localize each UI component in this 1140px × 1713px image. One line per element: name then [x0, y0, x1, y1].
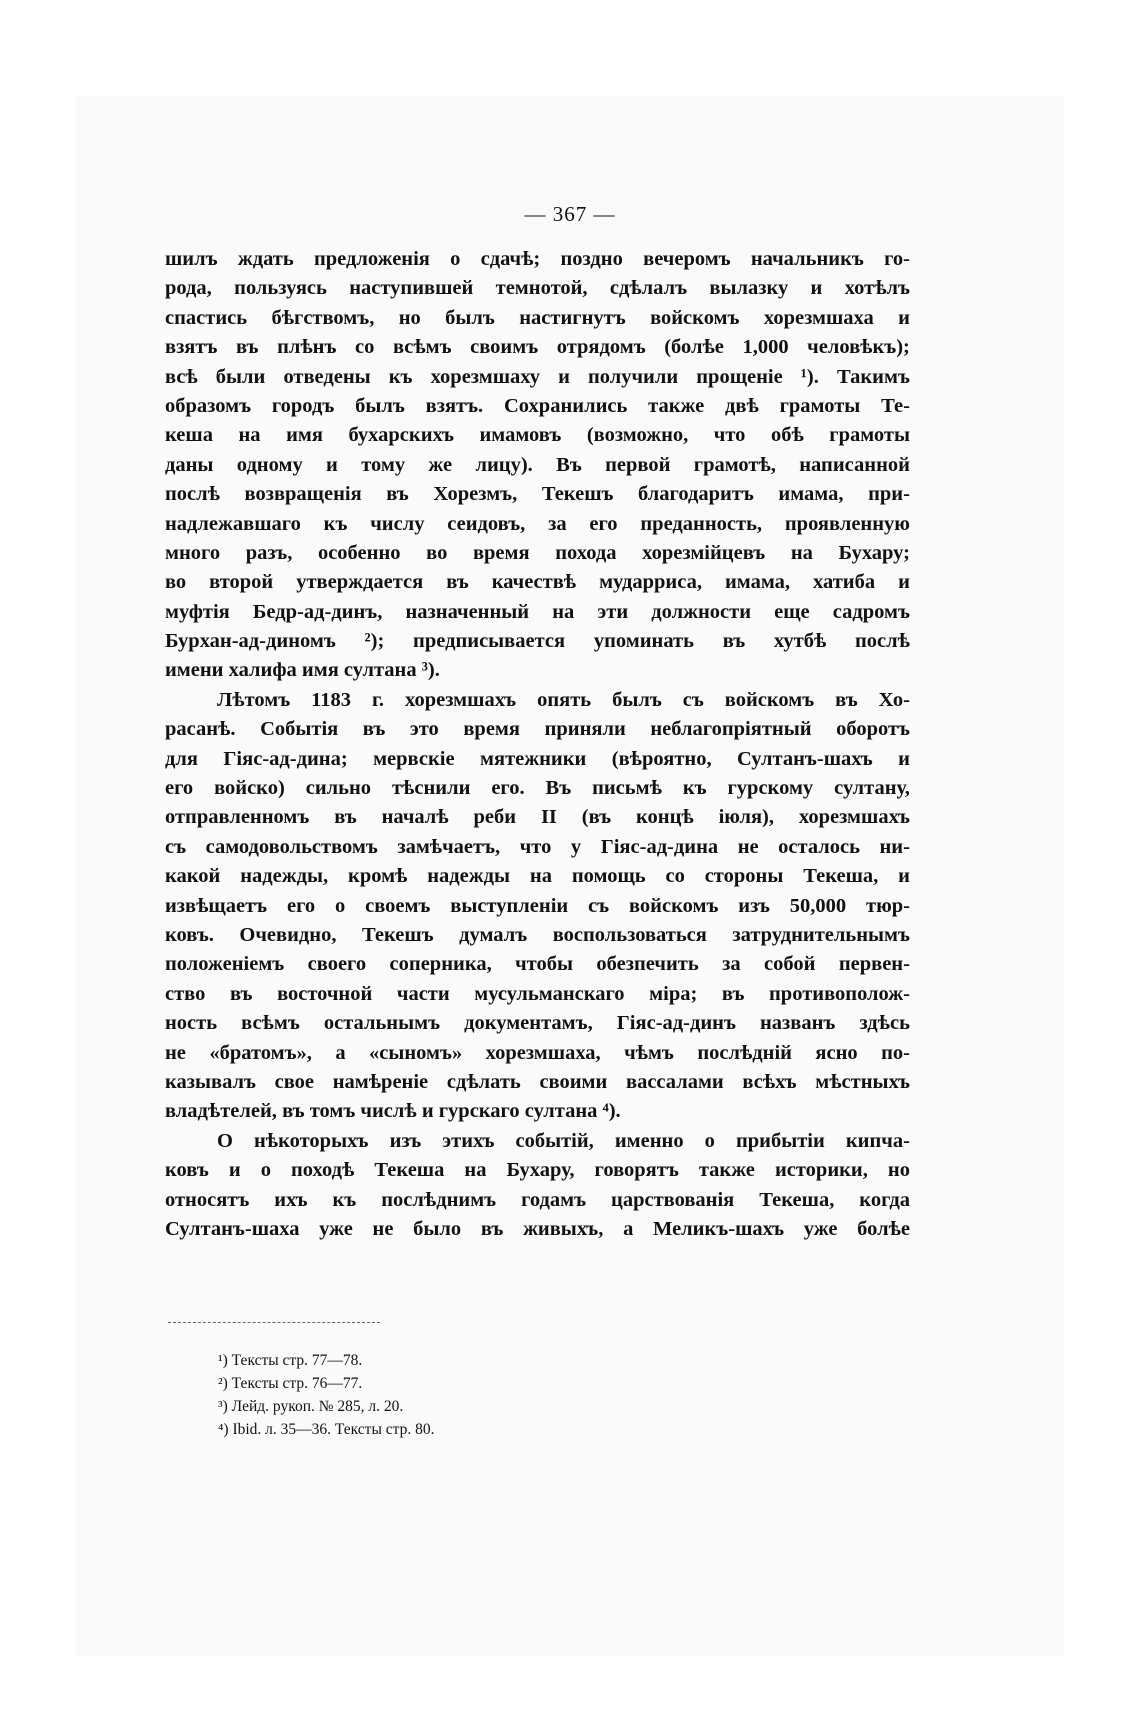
text-line: спастись бѣгствомъ, но былъ настигнутъ войскомъ хорезмшаха и	[165, 306, 910, 329]
text-line: муфтія Бедр-ад-динъ, назначенный на эти должности еще садромъ	[165, 600, 910, 623]
text-line: послѣ возвращенія въ Хорезмъ, Текешъ благодаритъ имама, при-	[165, 483, 910, 506]
text-line: Султанъ-шаха уже не было въ живыхъ, а Меликъ-шахъ уже болѣе	[165, 1217, 910, 1240]
text-line: казывалъ свое намѣреніе сдѣлать своими вассалами всѣхъ мѣстныхъ	[165, 1070, 910, 1093]
text-line: извѣщаетъ его о своемъ выступленіи съ войскомъ изъ 50,000 тюр-	[165, 894, 910, 917]
page-number: — 367 —	[524, 202, 616, 226]
text-line-paragraph-end: имени халифа имя султана ³).	[165, 659, 440, 682]
footnote-4: ⁴) Ibid. л. 35—36. Тексты стр. 80.	[218, 1421, 435, 1438]
text-line: кеша на имя бухарскихъ имамовъ (возможно, что обѣ грамоты	[165, 424, 910, 447]
footnotes	[218, 1349, 434, 1441]
text-line: ковъ. Очевидно, Текешъ думалъ воспользоваться затруднительнымъ	[165, 923, 910, 946]
text-line: всѣ были отведены къ хорезмшаху и получили прощеніе ¹). Такимъ	[165, 365, 910, 388]
text-line: относятъ ихъ къ послѣднимъ годамъ царствованія Текеша, когда	[165, 1188, 910, 1211]
text-line: много разъ, особенно во время похода хорезмійцевъ на Бухару;	[165, 541, 910, 564]
text-line: даны одному и тому же лицу). Въ первой грамотѣ, написанной	[165, 453, 910, 476]
text-line: надлежавшаго къ числу сеидовъ, за его преданность, проявленную	[165, 512, 910, 535]
text-line: ность всѣмъ остальнымъ документамъ, Гіяс-ад-динъ названъ здѣсь	[165, 1012, 910, 1035]
text-line: положеніемъ своего соперника, чтобы обезпечить за собой первен-	[165, 953, 910, 976]
text-line: ковъ и о походѣ Текеша на Бухару, говорятъ также историки, но	[165, 1159, 910, 1182]
text-line-paragraph-start: О нѣкоторыхъ изъ этихъ событій, именно о прибытіи кипча-	[217, 1129, 910, 1152]
text-line-paragraph-end: владѣтелей, въ томъ числѣ и гурскаго султана ⁴).	[165, 1100, 621, 1123]
text-line: рода, пользуясь наступившей темнотой, сдѣлалъ вылазку и хотѣлъ	[165, 277, 910, 300]
text-line: шилъ ждать предложенія о сдачѣ; поздно вечеромъ начальникъ го-	[165, 248, 910, 270]
text-line: отправленномъ въ началѣ реби II (въ концѣ іюля), хорезмшахъ	[165, 806, 910, 829]
text-line: не «братомъ», а «сыномъ» хорезмшаха, чѣмъ послѣдній ясно по-	[165, 1041, 910, 1064]
body-text	[165, 245, 910, 1244]
text-line: его войско) сильно тѣснили его. Въ письмѣ къ гурскому султану,	[165, 777, 910, 800]
text-line: съ самодовольствомъ замѣчаетъ, что у Гіяс-ад-дина не осталось ни-	[165, 835, 910, 858]
text-line: взятъ въ плѣнъ со всѣмъ своимъ отрядомъ (болѣе 1,000 человѣкъ);	[165, 336, 910, 359]
text-line: расанѣ. Событія въ это время приняли неблагопріятный оборотъ	[165, 718, 910, 741]
footnote-2: ²) Тексты стр. 76—77.	[218, 1375, 363, 1392]
text-line: Бурхан-ад-диномъ ²); предписывается упоминать въ хутбѣ послѣ	[165, 630, 910, 653]
text-line: для Гіяс-ад-дина; мервскіе мятежники (вѣроятно, Султанъ-шахъ и	[165, 747, 910, 770]
text-line: какой надежды, кромѣ надежды на помощь со стороны Текеша, и	[165, 865, 910, 888]
footnote-3: ³) Лейд. рукоп. № 285, л. 20.	[218, 1398, 404, 1415]
footnote-1: ¹) Тексты стр. 77—78.	[218, 1352, 363, 1369]
text-line-paragraph-start: Лѣтомъ 1183 г. хорезмшахъ опять былъ съ войскомъ въ Хо-	[217, 688, 910, 711]
footnote-separator	[168, 1322, 380, 1323]
text-line: образомъ городъ былъ взятъ. Сохранились также двѣ грамоты Те-	[165, 394, 910, 417]
text-line: во второй утверждается въ качествѣ мударриса, имама, хатиба и	[165, 571, 910, 594]
text-line: ство въ восточной части мусульманскаго міра; въ противополож-	[165, 982, 910, 1005]
